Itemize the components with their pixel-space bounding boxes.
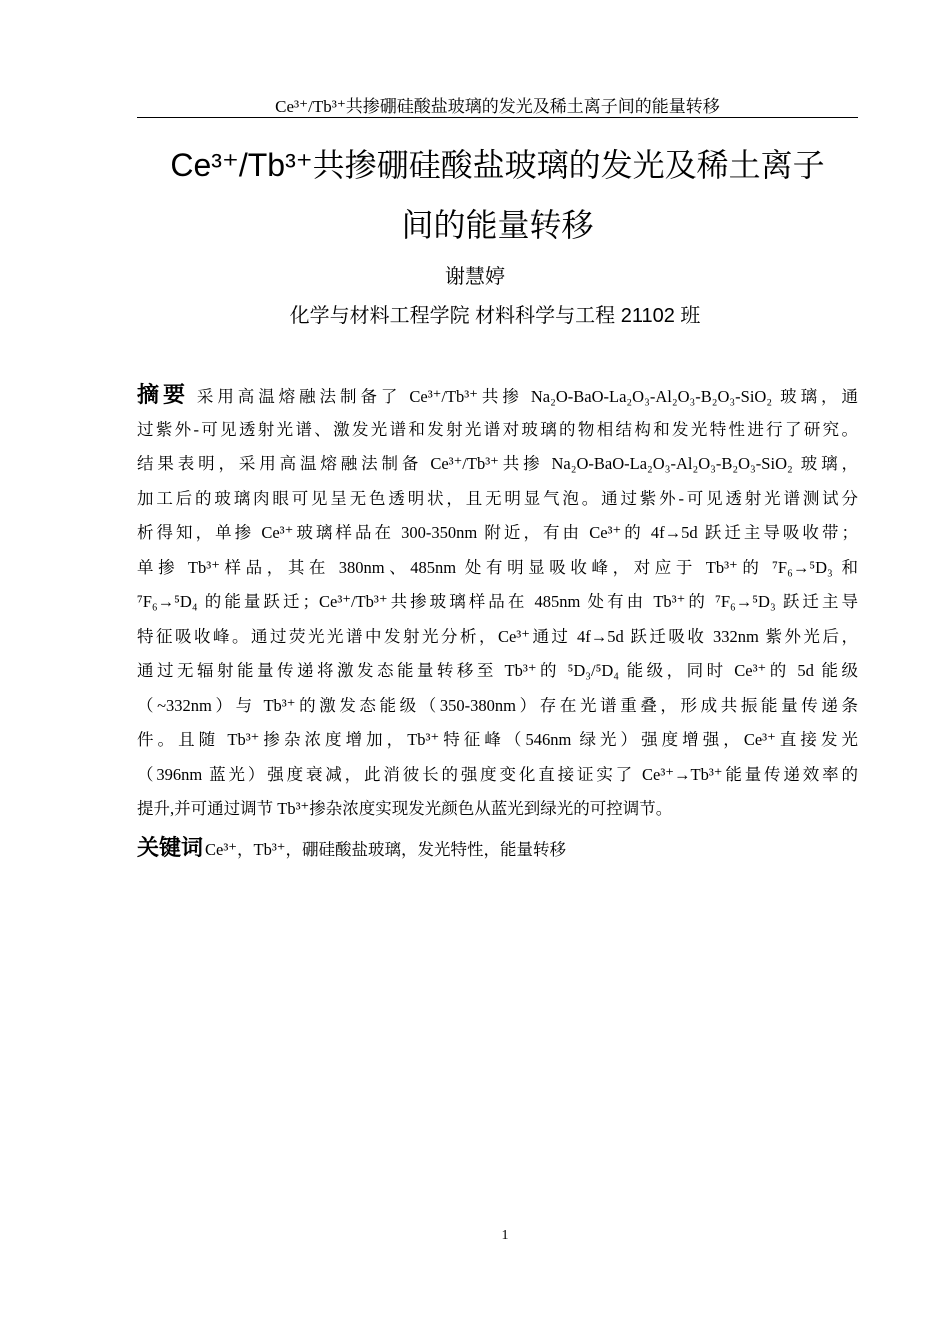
page-number: 1 bbox=[501, 1228, 509, 1243]
affiliation: 化学与材料工程学院 材料科学与工程 21102 班 bbox=[289, 305, 701, 327]
abstract-line: （~332nm）与 Tb³⁺的激发态能级（350-380nm）存在光谱重叠，形成共振能量传递条 bbox=[137, 695, 858, 715]
header-rule bbox=[137, 117, 858, 118]
abstract-text: 采用高温熔融法制备了 Ce³⁺/Tb³⁺共掺 Na₂O-BaO-La₂O₃-Al₂O₃-B₂O₃-SiO₂ 玻璃，通 bbox=[196, 387, 858, 406]
keywords bbox=[137, 831, 566, 862]
abstract-line: 通过无辐射能量传递将激发态能量转移至 Tb³⁺的 ⁵D₃/⁵D₄ 能级，同时 Ce³⁺的 5d 能级 bbox=[137, 661, 858, 680]
abstract-line: 加工后的玻璃肉眼可见呈无色透明状，且无明显气泡。通过紫外-可见透射光谱测试分 bbox=[137, 488, 858, 508]
title-line-2: 间的能量转移 bbox=[401, 207, 594, 243]
keywords-label: 关键词 bbox=[137, 835, 204, 860]
abstract-line: ⁷F₆→⁵D₄ 的能量跃迁；Ce³⁺/Tb³⁺共掺玻璃样品在 485nm 处有由 Tb³⁺的 ⁷F₆→⁵D₃ 跃迁主导 bbox=[137, 592, 858, 611]
title-line-1: Ce³⁺/Tb³⁺共掺硼硅酸盐玻璃的发光及稀土离子 bbox=[170, 147, 825, 183]
keywords-text: Ce³⁺，Tb³⁺，硼硅酸盐玻璃，发光特性，能量转移 bbox=[205, 840, 566, 859]
abstract bbox=[137, 378, 858, 827]
abstract-label: 摘要 bbox=[137, 382, 189, 407]
abstract-line: 特征吸收峰。通过荧光光谱中发射光分析，Ce³⁺通过 4f→5d 跃迁吸收 332nm 紫外光后， bbox=[137, 626, 858, 646]
running-header: Ce³⁺/Tb³⁺共掺硼硅酸盐玻璃的发光及稀土离子间的能量转移 bbox=[275, 97, 720, 116]
abstract-line bbox=[137, 378, 858, 413]
abstract-line: 过紫外-可见透射光谱、激发光谱和发射光谱对玻璃的物相结构和发光特性进行了研究。 bbox=[137, 419, 858, 439]
abstract-line: 析得知，单掺 Ce³⁺玻璃样品在 300-350nm 附近，有由 Ce³⁺的 4f→5d 跃迁主导吸收带； bbox=[137, 523, 858, 542]
abstract-line: 结果表明，采用高温熔融法制备 Ce³⁺/Tb³⁺共掺 Na₂O-BaO-La₂O₃-Al₂O₃-B₂O₃-SiO₂ 玻璃， bbox=[137, 454, 858, 473]
abstract-line: 件。且随 Tb³⁺掺杂浓度增加，Tb³⁺特征峰（546nm 绿光）强度增强，Ce³⁺直接发光 bbox=[137, 730, 858, 749]
author: 谢慧婷 bbox=[445, 266, 505, 288]
abstract-line: （396nm 蓝光）强度衰减，此消彼长的强度变化直接证实了 Ce³⁺→Tb³⁺能量传递效率的 bbox=[137, 764, 858, 784]
abstract-line: 单掺 Tb³⁺样品，其在 380nm、485nm 处有明显吸收峰，对应于 Tb³⁺的 ⁷F₆→⁵D₃ 和 bbox=[137, 557, 858, 577]
abstract-line: 提升,并可通过调节 Tb³⁺掺杂浓度实现发光颜色从蓝光到绿光的可控调节。 bbox=[137, 799, 673, 818]
